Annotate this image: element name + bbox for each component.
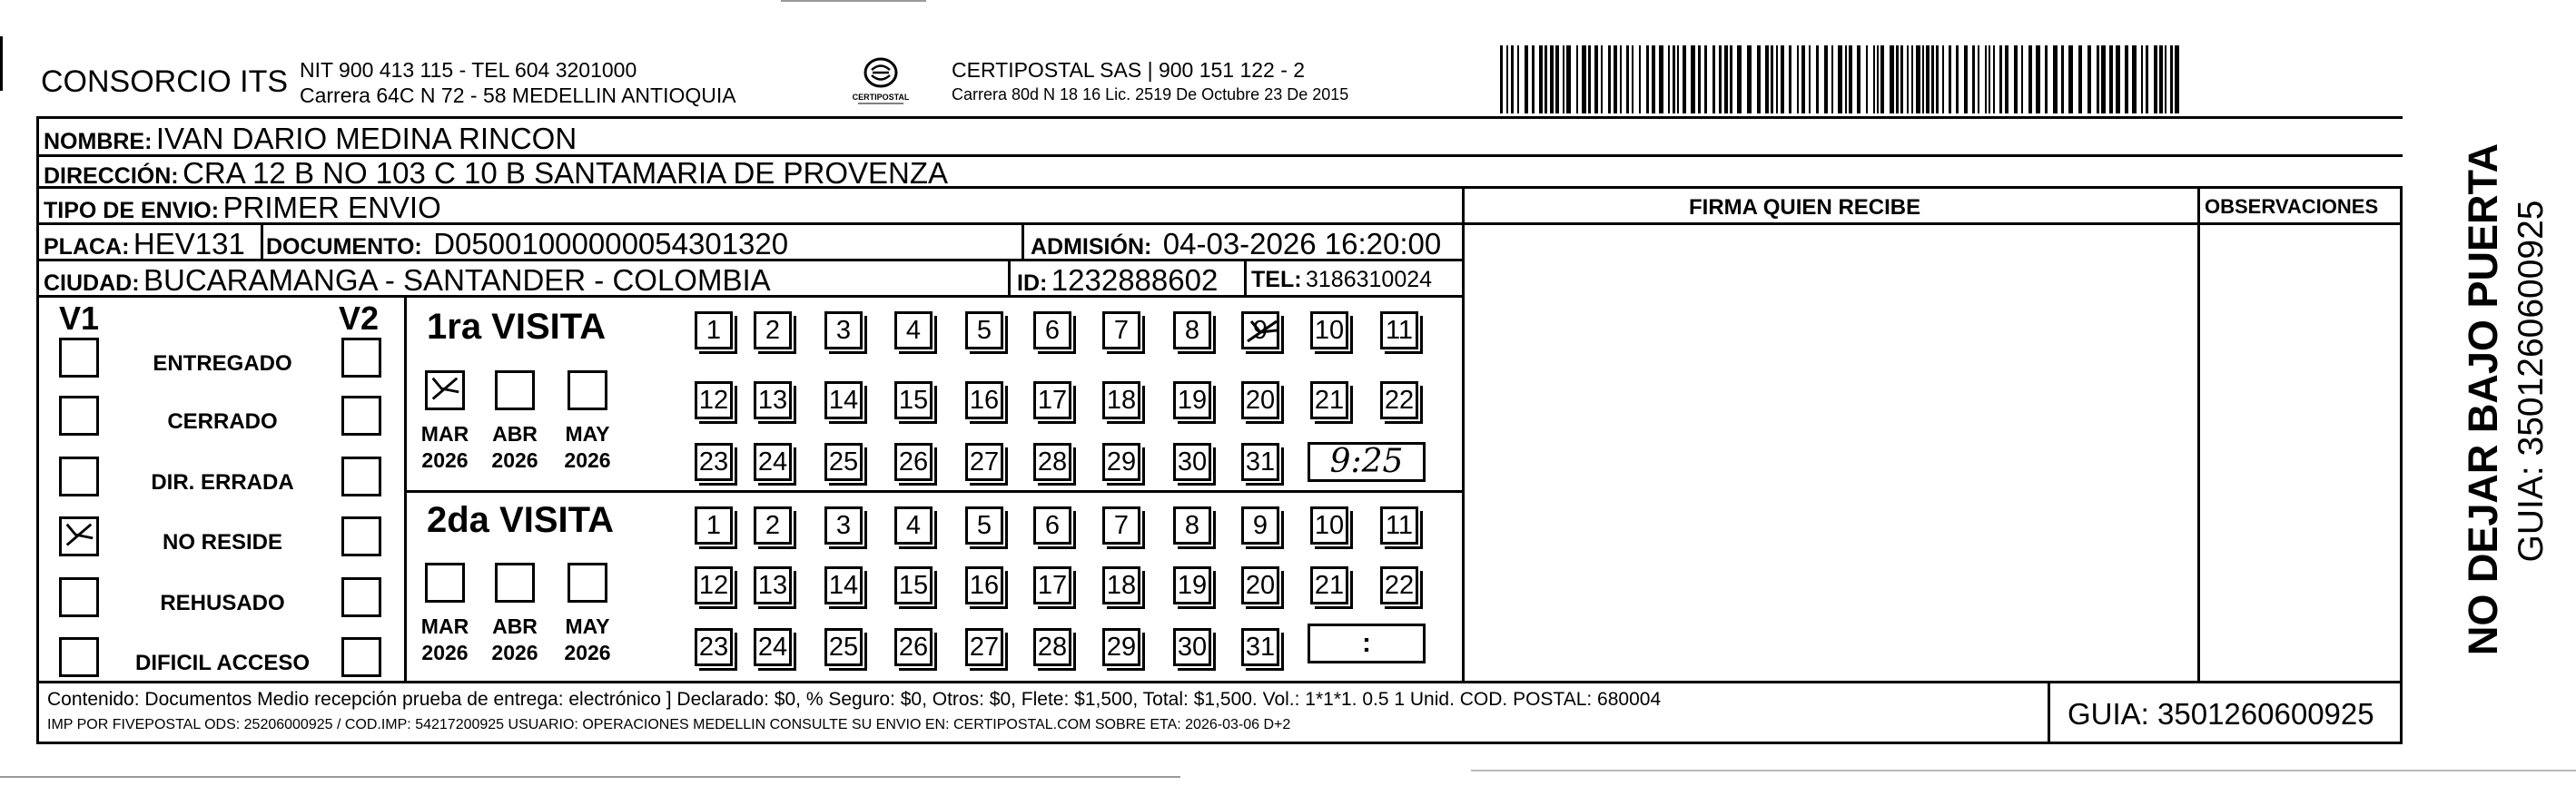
barcode-bar	[1911, 45, 1913, 113]
v2-checkbox[interactable]	[341, 516, 381, 556]
id-value: 1232888602	[1051, 263, 1219, 297]
barcode-bar	[1989, 45, 1990, 113]
barcode-bar	[1677, 45, 1679, 113]
admision-row	[1031, 229, 1441, 259]
admision-value: 04-03-2026 16:20:00	[1162, 227, 1442, 260]
month-label: ABR 2026	[491, 422, 538, 472]
barcode-bar	[2154, 45, 2157, 113]
barcode-bar	[2116, 45, 2120, 113]
barcode-bar	[1594, 45, 1598, 113]
barcode-bar	[1588, 45, 1591, 113]
admision-label: ADMISIÓN:	[1031, 234, 1152, 260]
company-nit: NIT 900 413 115 - TEL 604 3201000	[300, 58, 637, 82]
barcode-bar	[1916, 45, 1920, 113]
barcode-bar	[1757, 45, 1761, 113]
barcode-bar	[1550, 45, 1554, 113]
day-checkbox[interactable]: 14	[824, 381, 863, 419]
v1-label: V1	[59, 300, 100, 337]
barcode-bar	[1712, 45, 1715, 113]
barcode-bar	[2014, 45, 2018, 113]
day-checkbox[interactable]: 30	[1173, 628, 1211, 666]
day-checkbox[interactable]: 20	[1241, 566, 1279, 604]
day-checkbox[interactable]: 20	[1241, 381, 1279, 419]
day-checkbox[interactable]: 18	[1102, 566, 1140, 604]
day-checkbox[interactable]: 13	[754, 381, 792, 419]
v2-checkbox[interactable]	[341, 577, 381, 617]
col-line-obs	[2197, 186, 2200, 683]
barcode-bar	[1801, 45, 1805, 113]
month-label: MAY 2026	[564, 614, 611, 664]
day-checkbox[interactable]: 5	[965, 506, 1003, 545]
col-line-sig	[1462, 186, 1465, 683]
day-checkbox[interactable]: 6	[1033, 311, 1071, 349]
nombre-label: NOMBRE:	[44, 129, 153, 154]
barcode-bar	[1525, 45, 1528, 113]
barcode-bar	[1683, 45, 1686, 113]
barcode-bar	[1659, 45, 1663, 113]
barcode-bar	[1566, 45, 1571, 113]
day-checkbox[interactable]: 26	[894, 628, 933, 666]
barcode-bar	[1576, 45, 1578, 113]
nombre-value: IVAN DARIO MEDINA RINCON	[155, 122, 577, 155]
status-label: REHUSADO	[160, 591, 285, 615]
v2-checkbox[interactable]	[341, 637, 381, 677]
day-checkbox[interactable]: 7	[1102, 506, 1140, 545]
barcode-bar	[2132, 45, 2137, 113]
barcode-bar	[1506, 45, 1508, 113]
month-label: MAY 2026	[564, 422, 611, 472]
v2-checkbox[interactable]	[341, 396, 381, 436]
day-checkbox[interactable]: 23	[695, 628, 733, 666]
barcode-bar	[1771, 45, 1773, 113]
day-checkbox[interactable]: 29	[1102, 628, 1140, 666]
barcode-bar	[1942, 45, 1944, 113]
day-checkbox[interactable]: 11	[1380, 311, 1418, 349]
no-dejar-bajo-puerta: NO DEJAR BAJO PUERTA	[2460, 142, 2506, 656]
day-checkbox[interactable]: 15	[894, 381, 933, 419]
barcode-bar	[1993, 45, 1995, 113]
day-checkbox[interactable]: 31	[1241, 443, 1279, 481]
barcode-bar	[1922, 45, 1924, 113]
scan-line-bottom-right	[1471, 770, 2576, 771]
barcode-bar	[1866, 45, 1868, 113]
barcode-bar	[1639, 45, 1641, 113]
scan-line-bottom	[0, 776, 1180, 778]
barcode-bar	[1532, 45, 1535, 113]
day-checkbox[interactable]: 23	[695, 443, 733, 481]
col-line-visits	[404, 295, 407, 683]
day-checkbox[interactable]: 1	[695, 311, 733, 349]
day-checkbox[interactable]: 7	[1102, 311, 1140, 349]
barcode-bar	[2159, 45, 2163, 113]
status-label: CERRADO	[167, 409, 278, 434]
v1-checkbox[interactable]	[59, 516, 99, 556]
barcode-bar	[1857, 45, 1860, 113]
v2-checkbox[interactable]	[341, 338, 381, 378]
barcode-bar	[1964, 45, 1968, 113]
day-checkbox[interactable]: 14	[824, 566, 863, 604]
visit-divider	[404, 490, 1462, 493]
day-checkbox[interactable]: 6	[1033, 506, 1071, 545]
day-checkbox[interactable]: 25	[824, 628, 863, 666]
barcode-bar	[1511, 45, 1514, 113]
observaciones-label: OBSERVACIONES	[2205, 195, 2379, 218]
barcode-bar	[1719, 45, 1722, 113]
day-checkbox[interactable]: 27	[965, 628, 1003, 666]
col-line-guia	[2048, 681, 2050, 744]
barcode-bar	[1673, 45, 1675, 113]
barcode-bar	[2170, 45, 2173, 113]
v1-checkbox[interactable]	[59, 396, 99, 436]
tipo-row	[44, 192, 441, 222]
month-checkbox[interactable]	[568, 370, 607, 410]
status-label: ENTREGADO	[153, 351, 292, 376]
day-checkbox[interactable]: 17	[1033, 381, 1071, 419]
day-checkbox[interactable]: 27	[965, 443, 1003, 481]
v2-checkbox[interactable]	[341, 457, 381, 496]
guia-box-text: GUIA: 3501260600925	[2068, 697, 2374, 731]
col-line-tel	[1244, 259, 1247, 297]
month-checkbox[interactable]	[425, 370, 465, 410]
status-label: DIFICIL ACCESO	[134, 651, 310, 675]
barcode-bar	[1646, 45, 1649, 113]
form-left-border	[36, 116, 39, 744]
barcode-bar	[1545, 45, 1547, 113]
day-checkbox[interactable]: 4	[894, 506, 933, 545]
barcode-bar	[1582, 45, 1586, 113]
barcode-bar	[1632, 45, 1633, 113]
barcode-bar	[1956, 45, 1959, 113]
second-visit-time-box[interactable]	[1308, 624, 1426, 663]
tel-label: TEL:	[1251, 267, 1302, 292]
barcode-bar	[1517, 45, 1519, 113]
barcode-bar	[1900, 45, 1903, 113]
barcode-bar	[2028, 45, 2032, 113]
barcode-bar	[1563, 45, 1564, 113]
tel-row	[1251, 269, 1432, 291]
barcode-bar	[2005, 45, 2008, 113]
day-checkbox[interactable]: 28	[1033, 443, 1071, 481]
company-address: Carrera 64C N 72 - 58 MEDELLIN ANTIOQUIA	[300, 84, 736, 107]
barcode-bar	[1555, 45, 1559, 113]
day-checkbox[interactable]: 24	[754, 628, 792, 666]
day-checkbox[interactable]: 3	[824, 311, 863, 349]
placa-value: HEV131	[133, 227, 245, 260]
barcode-bar	[2068, 45, 2073, 113]
barcode-bar	[2021, 45, 2023, 113]
day-checkbox[interactable]: 17	[1033, 566, 1071, 604]
barcode-bar	[1824, 45, 1828, 113]
barcode-bar	[1601, 45, 1603, 113]
barcode-bar	[2078, 45, 2082, 113]
day-checkbox[interactable]: 2	[754, 506, 792, 545]
day-checkbox[interactable]: 22	[1380, 381, 1418, 419]
day-checkbox[interactable]: 21	[1310, 381, 1348, 419]
ciudad-row	[44, 265, 771, 295]
day-checkbox[interactable]: 30	[1173, 443, 1211, 481]
status-label: DIR. ERRADA	[151, 470, 294, 495]
day-checkbox[interactable]: 9	[1241, 506, 1279, 545]
barcode-bar	[1704, 45, 1707, 113]
second-visit-label: 2da VISITA	[427, 500, 614, 540]
id-label: ID:	[1017, 270, 1048, 296]
barcode-bar	[1978, 45, 1979, 113]
day-checkbox[interactable]: 12	[695, 381, 733, 419]
imp-line: IMP POR FIVEPOSTAL ODS: 25206000925 / COD.IMP: 54217200925 USUARIO: OPERACIONES MEDELLIN CONSULTE SU ENVIO EN: CERTIPOSTAL.COM SOBRE ETA: 2026-03-06 D+2	[47, 717, 1291, 732]
barcode-bar	[1849, 45, 1852, 113]
barcode-bar	[1926, 45, 1930, 113]
barcode-bar	[1652, 45, 1655, 113]
barcode-bar	[1620, 45, 1622, 113]
ciudad-value: BUCARAMANGA - SANTANDER - COLOMBIA	[143, 263, 771, 297]
barcode-bar	[1816, 45, 1819, 113]
month-label: MAR 2026	[420, 614, 469, 664]
barcode-bar	[1936, 45, 1939, 113]
documento-value: D05001000000054301320	[433, 227, 789, 260]
barcode-bar	[2141, 45, 2143, 113]
documento-row	[266, 229, 788, 259]
tel-value: 3186310024	[1306, 267, 1433, 292]
barcode-bar	[1831, 45, 1833, 113]
day-checkbox[interactable]: 18	[1102, 381, 1140, 419]
scan-line-top	[781, 0, 926, 2]
day-checkbox[interactable]: 12	[695, 566, 733, 604]
barcode-bar	[1781, 45, 1784, 113]
day-checkbox[interactable]: 1	[695, 506, 733, 545]
barcode-bar	[1614, 45, 1617, 113]
observations-area[interactable]	[2201, 227, 2399, 679]
col-line-admision	[1022, 222, 1024, 260]
barcode-bar	[1691, 45, 1695, 113]
barcode-bar	[1809, 45, 1811, 113]
contents-line: Contenido: Documentos Medio recepción prueba de entrega: electrónico ] Declarado: $0, % Seguro: $0, Otros: $0, Flete: $1,500, Total: $1,500. Vol.: 1*1*1. 0.5 1 Unid. COD. POSTAL: 680004	[47, 689, 1662, 710]
nombre-row	[44, 123, 577, 153]
day-checkbox[interactable]: 9	[1241, 311, 1279, 349]
barcode-bar	[2097, 45, 2099, 113]
placa-label: PLACA:	[44, 234, 130, 260]
day-checkbox[interactable]: 10	[1310, 311, 1348, 349]
barcode-bar	[1737, 45, 1742, 113]
barcode-bar	[1896, 45, 1899, 113]
day-checkbox[interactable]: 3	[824, 506, 863, 545]
barcode-bar	[1890, 45, 1894, 113]
barcode-bar	[1626, 45, 1629, 113]
barcode-bar	[2101, 45, 2106, 113]
second-visit-time: :	[1362, 628, 1371, 658]
barcode-bar	[1608, 45, 1611, 113]
month-label: ABR 2026	[491, 614, 538, 664]
barcode-bar	[1838, 45, 1842, 113]
day-checkbox[interactable]: 22	[1380, 566, 1418, 604]
firma-label: FIRMA QUIEN RECIBE	[1689, 195, 1921, 220]
carrier-address: Carrera 80d N 18 16 Lic. 2519 De Octubre 23 De 2015	[952, 85, 1349, 103]
barcode-bar	[1877, 45, 1879, 113]
day-checkbox[interactable]: 2	[754, 311, 792, 349]
barcode-bar	[2087, 45, 2091, 113]
barcode-bar	[2109, 45, 2113, 113]
first-visit-time-box[interactable]	[1308, 442, 1426, 482]
barcode-bar	[1985, 45, 1987, 113]
barcode-bar	[2053, 45, 2058, 113]
svg-text:CERTIPOSTAL: CERTIPOSTAL	[852, 93, 910, 102]
day-checkbox[interactable]: 29	[1102, 443, 1140, 481]
placa-row	[44, 229, 245, 259]
barcode-bar	[1880, 45, 1884, 113]
left-edge-line	[0, 36, 3, 91]
barcode	[1500, 45, 2181, 113]
v1-checkbox[interactable]	[59, 457, 99, 496]
barcode-bar	[1931, 45, 1934, 113]
col-line-id	[1008, 259, 1011, 297]
certipostal-logo	[849, 53, 913, 109]
barcode-bar	[1765, 45, 1769, 113]
barcode-bar	[2175, 45, 2179, 113]
direccion-label: DIRECCIÓN:	[44, 163, 179, 189]
day-checkbox[interactable]: 26	[894, 443, 933, 481]
day-checkbox[interactable]: 11	[1380, 506, 1418, 545]
day-checkbox[interactable]: 28	[1033, 628, 1071, 666]
ciudad-label: CIUDAD:	[44, 270, 140, 296]
barcode-bar	[1724, 45, 1728, 113]
barcode-bar	[1500, 45, 1503, 113]
v1-checkbox[interactable]	[59, 637, 99, 677]
documento-label: DOCUMENTO:	[266, 234, 422, 260]
side-warning-text	[2397, 142, 2576, 656]
v1-checkbox[interactable]	[59, 338, 99, 378]
first-visit-time: 9:25	[1329, 443, 1404, 480]
side-guia: GUIA: 3501260600925	[2512, 200, 2551, 563]
barcode-bar	[2165, 45, 2166, 113]
direccion-value: CRA 12 B NO 103 C 10 B SANTAMARIA DE PROVENZA	[183, 156, 949, 190]
barcode-bar	[1730, 45, 1732, 113]
day-checkbox[interactable]: 31	[1241, 628, 1279, 666]
barcode-bar	[1539, 45, 1543, 113]
barcode-bar	[1907, 45, 1909, 113]
day-checkbox[interactable]: 13	[754, 566, 792, 604]
tipo-value: PRIMER ENVIO	[222, 191, 441, 224]
month-checkbox[interactable]	[568, 563, 607, 603]
barcode-bar	[1668, 45, 1670, 113]
barcode-bar	[1999, 45, 2002, 113]
id-row	[1017, 265, 1218, 295]
day-checkbox[interactable]: 19	[1173, 381, 1211, 419]
barcode-bar	[1776, 45, 1778, 113]
status-label: NO RESIDE	[162, 530, 283, 555]
direccion-row	[44, 158, 948, 188]
form-top-border	[36, 116, 2403, 119]
v2-label: V2	[339, 300, 380, 337]
month-checkbox[interactable]	[495, 370, 535, 410]
day-checkbox[interactable]: 25	[824, 443, 863, 481]
day-checkbox[interactable]: 16	[965, 381, 1003, 419]
day-checkbox[interactable]: 10	[1310, 506, 1348, 545]
company-name: CONSORCIO ITS	[41, 64, 289, 99]
barcode-bar	[2125, 45, 2128, 113]
day-checkbox[interactable]: 4	[894, 311, 933, 349]
day-checkbox[interactable]: 5	[965, 311, 1003, 349]
barcode-bar	[1789, 45, 1791, 113]
carrier-name: CERTIPOSTAL SAS | 900 151 122 - 2	[952, 58, 1306, 82]
barcode-bar	[2061, 45, 2064, 113]
v1-checkbox[interactable]	[59, 577, 99, 617]
month-label: MAR 2026	[420, 422, 469, 472]
day-checkbox[interactable]: 24	[754, 443, 792, 481]
signature-area[interactable]	[1466, 227, 2196, 679]
barcode-bar	[1949, 45, 1951, 113]
barcode-bar	[1797, 45, 1799, 113]
day-checkbox[interactable]: 19	[1173, 566, 1211, 604]
day-checkbox[interactable]: 16	[965, 566, 1003, 604]
day-checkbox[interactable]: 21	[1310, 566, 1348, 604]
barcode-bar	[2146, 45, 2148, 113]
barcode-bar	[1873, 45, 1875, 113]
barcode-bar	[1698, 45, 1701, 113]
day-checkbox[interactable]: 15	[894, 566, 933, 604]
tipo-label: TIPO DE ENVIO:	[44, 198, 220, 223]
barcode-bar	[2036, 45, 2040, 113]
barcode-bar	[1747, 45, 1752, 113]
month-checkbox[interactable]	[425, 563, 465, 603]
day-checkbox[interactable]: 8	[1173, 506, 1211, 545]
first-visit-label: 1ra VISITA	[427, 307, 607, 347]
barcode-bar	[1972, 45, 1975, 113]
barcode-bar	[2045, 45, 2048, 113]
month-checkbox[interactable]	[495, 563, 535, 603]
day-checkbox[interactable]: 8	[1173, 311, 1211, 349]
col-line-placa	[261, 222, 263, 260]
barcode-bar	[1845, 45, 1847, 113]
